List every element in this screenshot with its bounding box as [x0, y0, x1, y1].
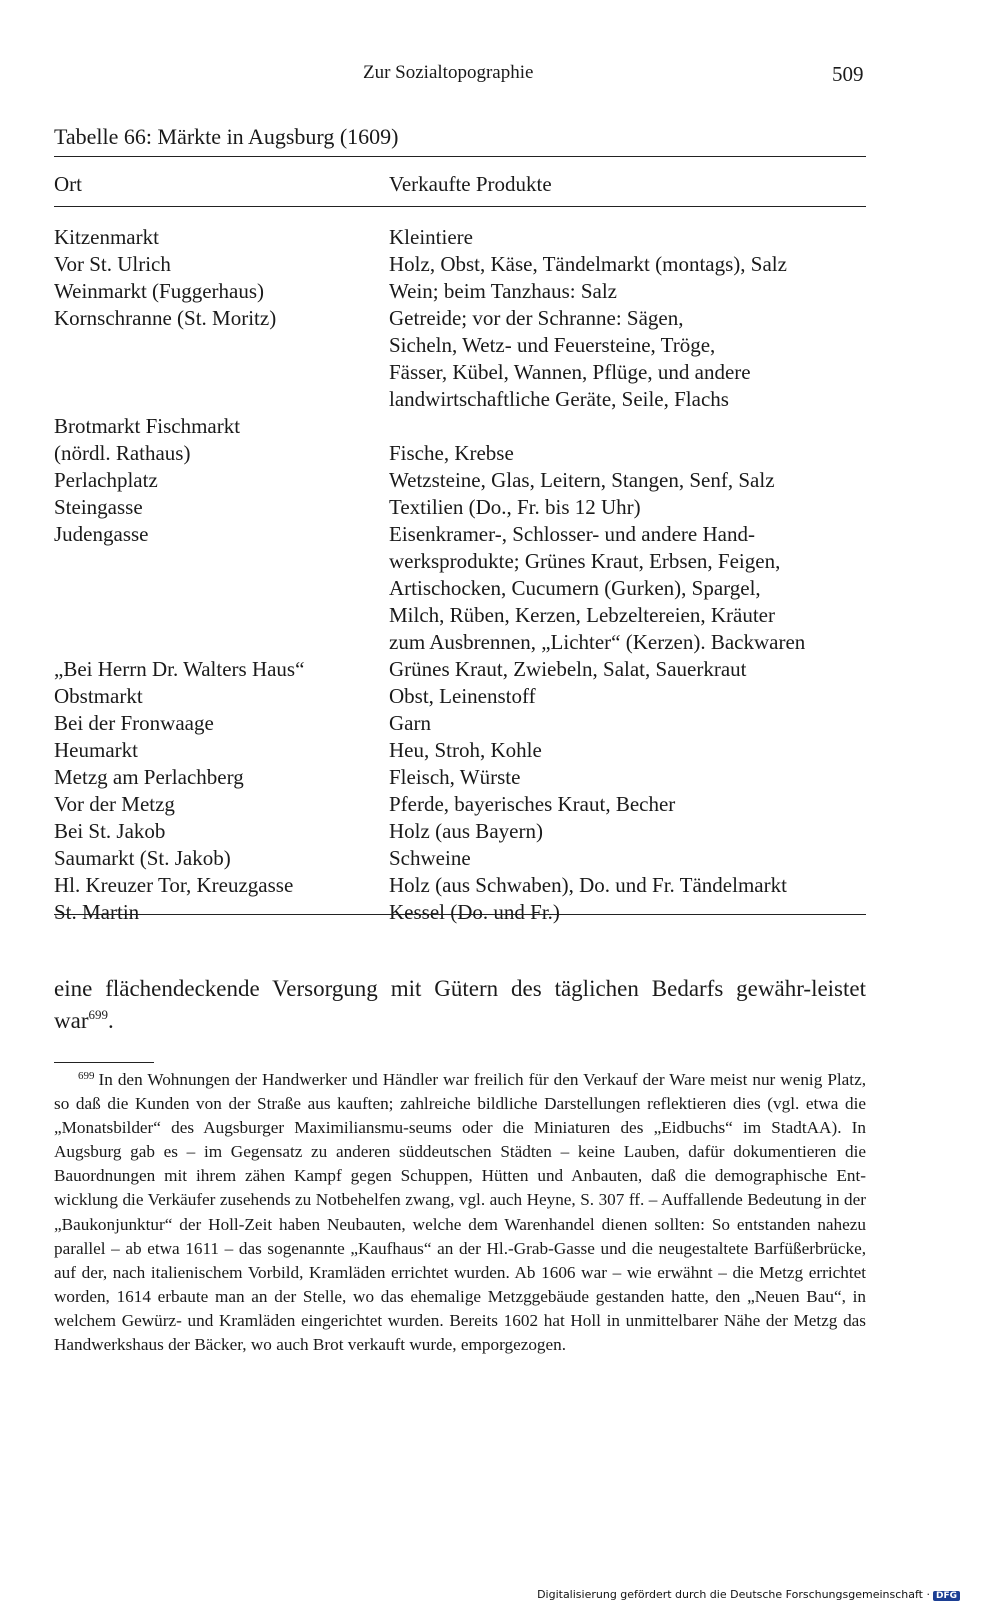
cell-produkte: [389, 467, 869, 494]
table-row: [54, 791, 866, 818]
produkte-line: [389, 413, 869, 440]
produkte-line: Heu, Stroh, Kohle: [389, 738, 542, 762]
table-caption: Tabelle 66: Märkte in Augsburg (1609): [54, 124, 399, 149]
cell-ort: Kornschranne (St. Moritz): [54, 306, 277, 330]
cell-ort: Perlachplatz: [54, 468, 158, 492]
digitization-credit-text: Digitalisierung gefördert durch die Deutsche Forschungsgemeinschaft ·: [537, 1588, 930, 1601]
cell-produkte: [389, 899, 869, 926]
table-row: [54, 413, 866, 440]
body-text-end: .: [107, 1008, 114, 1033]
body-text: eine flächendeckende Versorgung mit Gütern des täglichen Bedarfs gewähr-leistet war: [54, 976, 866, 1033]
table-row: [54, 683, 866, 710]
cell-ort: Brotmarkt Fischmarkt: [54, 414, 241, 438]
produkte-line: Garn: [389, 711, 431, 735]
cell-produkte: [389, 737, 869, 764]
cell-produkte: [389, 224, 869, 251]
table-row: [54, 737, 866, 764]
produkte-line: Holz (aus Schwaben), Do. und Fr. Tändelmarkt: [389, 873, 787, 897]
table-row: [54, 278, 866, 305]
table-row: [54, 251, 866, 278]
cell-produkte: [389, 521, 869, 656]
footnote-separator: [54, 1062, 154, 1063]
cell-ort: „Bei Herrn Dr. Walters Haus“: [54, 657, 305, 681]
cell-produkte: [389, 440, 869, 467]
cell-produkte: [389, 845, 869, 872]
produkte-line: Kleintiere: [389, 225, 473, 249]
produkte-line: werksprodukte; Grünes Kraut, Erbsen, Feigen,: [389, 549, 781, 573]
table-row: [54, 467, 866, 494]
produkte-line: Grünes Kraut, Zwiebeln, Salat, Sauerkraut: [389, 657, 747, 681]
cell-ort: Bei St. Jakob: [54, 819, 166, 843]
cell-ort: Weinmarkt (Fuggerhaus): [54, 279, 264, 303]
produkte-line: Pferde, bayerisches Kraut, Becher: [389, 792, 676, 816]
cell-produkte: [389, 656, 869, 683]
cell-ort: Hl. Kreuzer Tor, Kreuzgasse: [54, 873, 294, 897]
table-top-rule: [54, 156, 866, 157]
header-produkte: Verkaufte Produkte: [389, 172, 552, 196]
cell-produkte: [389, 710, 869, 737]
header-ort: Ort: [54, 172, 82, 196]
page-number: 509: [832, 62, 864, 86]
produkte-line: Holz, Obst, Käse, Tändelmarkt (montags), Salz: [389, 252, 787, 276]
produkte-line: Sicheln, Wetz- und Feuersteine, Tröge,: [389, 333, 716, 357]
cell-ort: Obstmarkt: [54, 684, 143, 708]
cell-produkte: [389, 764, 869, 791]
cell-ort: Kitzenmarkt: [54, 225, 159, 249]
produkte-line: Fässer, Kübel, Wannen, Pflüge, und andere: [389, 360, 751, 384]
produkte-line: Getreide; vor der Schranne: Sägen,: [389, 306, 684, 330]
produkte-line: Milch, Rüben, Kerzen, Lebzeltereien, Kräuter: [389, 603, 775, 627]
cell-ort: Steingasse: [54, 495, 143, 519]
produkte-line: Wetzsteine, Glas, Leitern, Stangen, Senf, Salz: [389, 468, 775, 492]
produkte-line: Artischocken, Cucumern (Gurken), Spargel,: [389, 576, 761, 600]
produkte-line: Holz (aus Bayern): [389, 819, 543, 843]
running-head: [0, 62, 1000, 92]
table-row: [54, 305, 866, 413]
table-row: [54, 818, 866, 845]
cell-produkte: [389, 278, 869, 305]
produkte-line: Eisenkramer-, Schlosser- und andere Hand-: [389, 522, 755, 546]
produkte-line: Schweine: [389, 846, 471, 870]
body-paragraph: [54, 973, 866, 1037]
cell-ort: Saumarkt (St. Jakob): [54, 846, 231, 870]
table-row: [54, 224, 866, 251]
cell-ort: Metzg am Perlachberg: [54, 765, 244, 789]
table-row: [54, 764, 866, 791]
cell-ort: Heumarkt: [54, 738, 138, 762]
cell-produkte: [389, 818, 869, 845]
footnote-number: 699: [78, 1070, 95, 1082]
produkte-line: Wein; beim Tanzhaus: Salz: [389, 279, 617, 303]
produkte-line: Kessel (Do. und Fr.): [389, 900, 560, 924]
cell-ort: Judengasse: [54, 522, 149, 546]
table-bottom-rule: [54, 914, 866, 915]
table-row: [54, 521, 866, 656]
cell-produkte: [389, 791, 869, 818]
produkte-line: zum Ausbrennen, „Lichter“ (Kerzen). Backwaren: [389, 630, 806, 654]
cell-produkte: [389, 683, 869, 710]
footnote-text: In den Wohnungen der Handwerker und Händler war freilich für den Verkauf der Ware meist nur wenig Platz, so daß die Kunden von der Straße aus kauften; zahlreiche bildliche Darstellungen reflektieren dies (vgl. etwa die „Monatsbilder“ des Augsburger Maximiliansmu-seums oder die Miniaturen des „Eidbuchs“ im StadtAA). In Augsburg gab es – im Gegensatz zu anderen süddeutschen Städten – keine Lauben, dafür dokumentieren die Bauordnungen mit ihrem zähen Kampf gegen Schuppen, Hütten und Anbauten, daß die demographische Ent-wicklung die Verkäufer zusehends zu Notbehelfen zwang, vgl. auch Heyne, S. 307 ff. – Auffallende Bedeutung in der „Baukonjunktur“ der Holl-Zeit haben Neubauten, welche dem Warenhandel dienen sollten: So entstanden nahezu parallel – ab etwa 1611 – das sogenannte „Kaufhaus“ an der Hl.-Grab-Gasse und die neugestaltete Barfüßerbrücke, auf der, nach italienischem Vorbild, Kramläden errichtet wurden. Ab 1606 war – wie erwähnt – die Metzg errichtet worden, 1614 erbaute man an der Stelle, wo das ehemalige Metzggebäude gestanden hatte, den „Neuen Bau“, in welchem Gewürz- und Kramläden eingerichtet wurden. Bereits 1602 hat Holl in unmittelbarer Nähe der Metzg das Handwerkshaus der Bäcker, wo auch Brot verkauft wurde, emporgezogen.: [54, 1070, 866, 1355]
running-head-title: Zur Sozialtopographie: [363, 62, 534, 83]
cell-ort: (nördl. Rathaus): [54, 441, 191, 465]
table-row: [54, 440, 866, 467]
digitization-credit: [537, 1588, 960, 1601]
cell-produkte: [389, 251, 869, 278]
table-row: [54, 872, 866, 899]
produkte-line: Fische, Krebse: [389, 441, 514, 465]
table-row: [54, 656, 866, 683]
footnote: [54, 1068, 866, 1357]
produkte-line: Textilien (Do., Fr. bis 12 Uhr): [389, 495, 641, 519]
cell-produkte: [389, 305, 869, 413]
table-row: [54, 845, 866, 872]
table-body: [54, 224, 866, 926]
cell-ort: Bei der Fronwaage: [54, 711, 214, 735]
produkte-line: landwirtschaftliche Geräte, Seile, Flachs: [389, 387, 729, 411]
table-row: [54, 710, 866, 737]
table-header-rule: [54, 206, 866, 207]
cell-produkte: [389, 872, 869, 899]
cell-ort: St. Martin: [54, 900, 140, 924]
table-row: [54, 494, 866, 521]
produkte-line: Fleisch, Würste: [389, 765, 521, 789]
footnote-reference[interactable]: 699: [88, 1007, 108, 1022]
produkte-line: Obst, Leinenstoff: [389, 684, 536, 708]
cell-produkte: [389, 413, 869, 440]
table-row: [54, 899, 866, 926]
dfg-logo: DFG: [933, 1591, 960, 1601]
cell-ort: Vor St. Ulrich: [54, 252, 171, 276]
cell-ort: Vor der Metzg: [54, 792, 175, 816]
cell-produkte: [389, 494, 869, 521]
